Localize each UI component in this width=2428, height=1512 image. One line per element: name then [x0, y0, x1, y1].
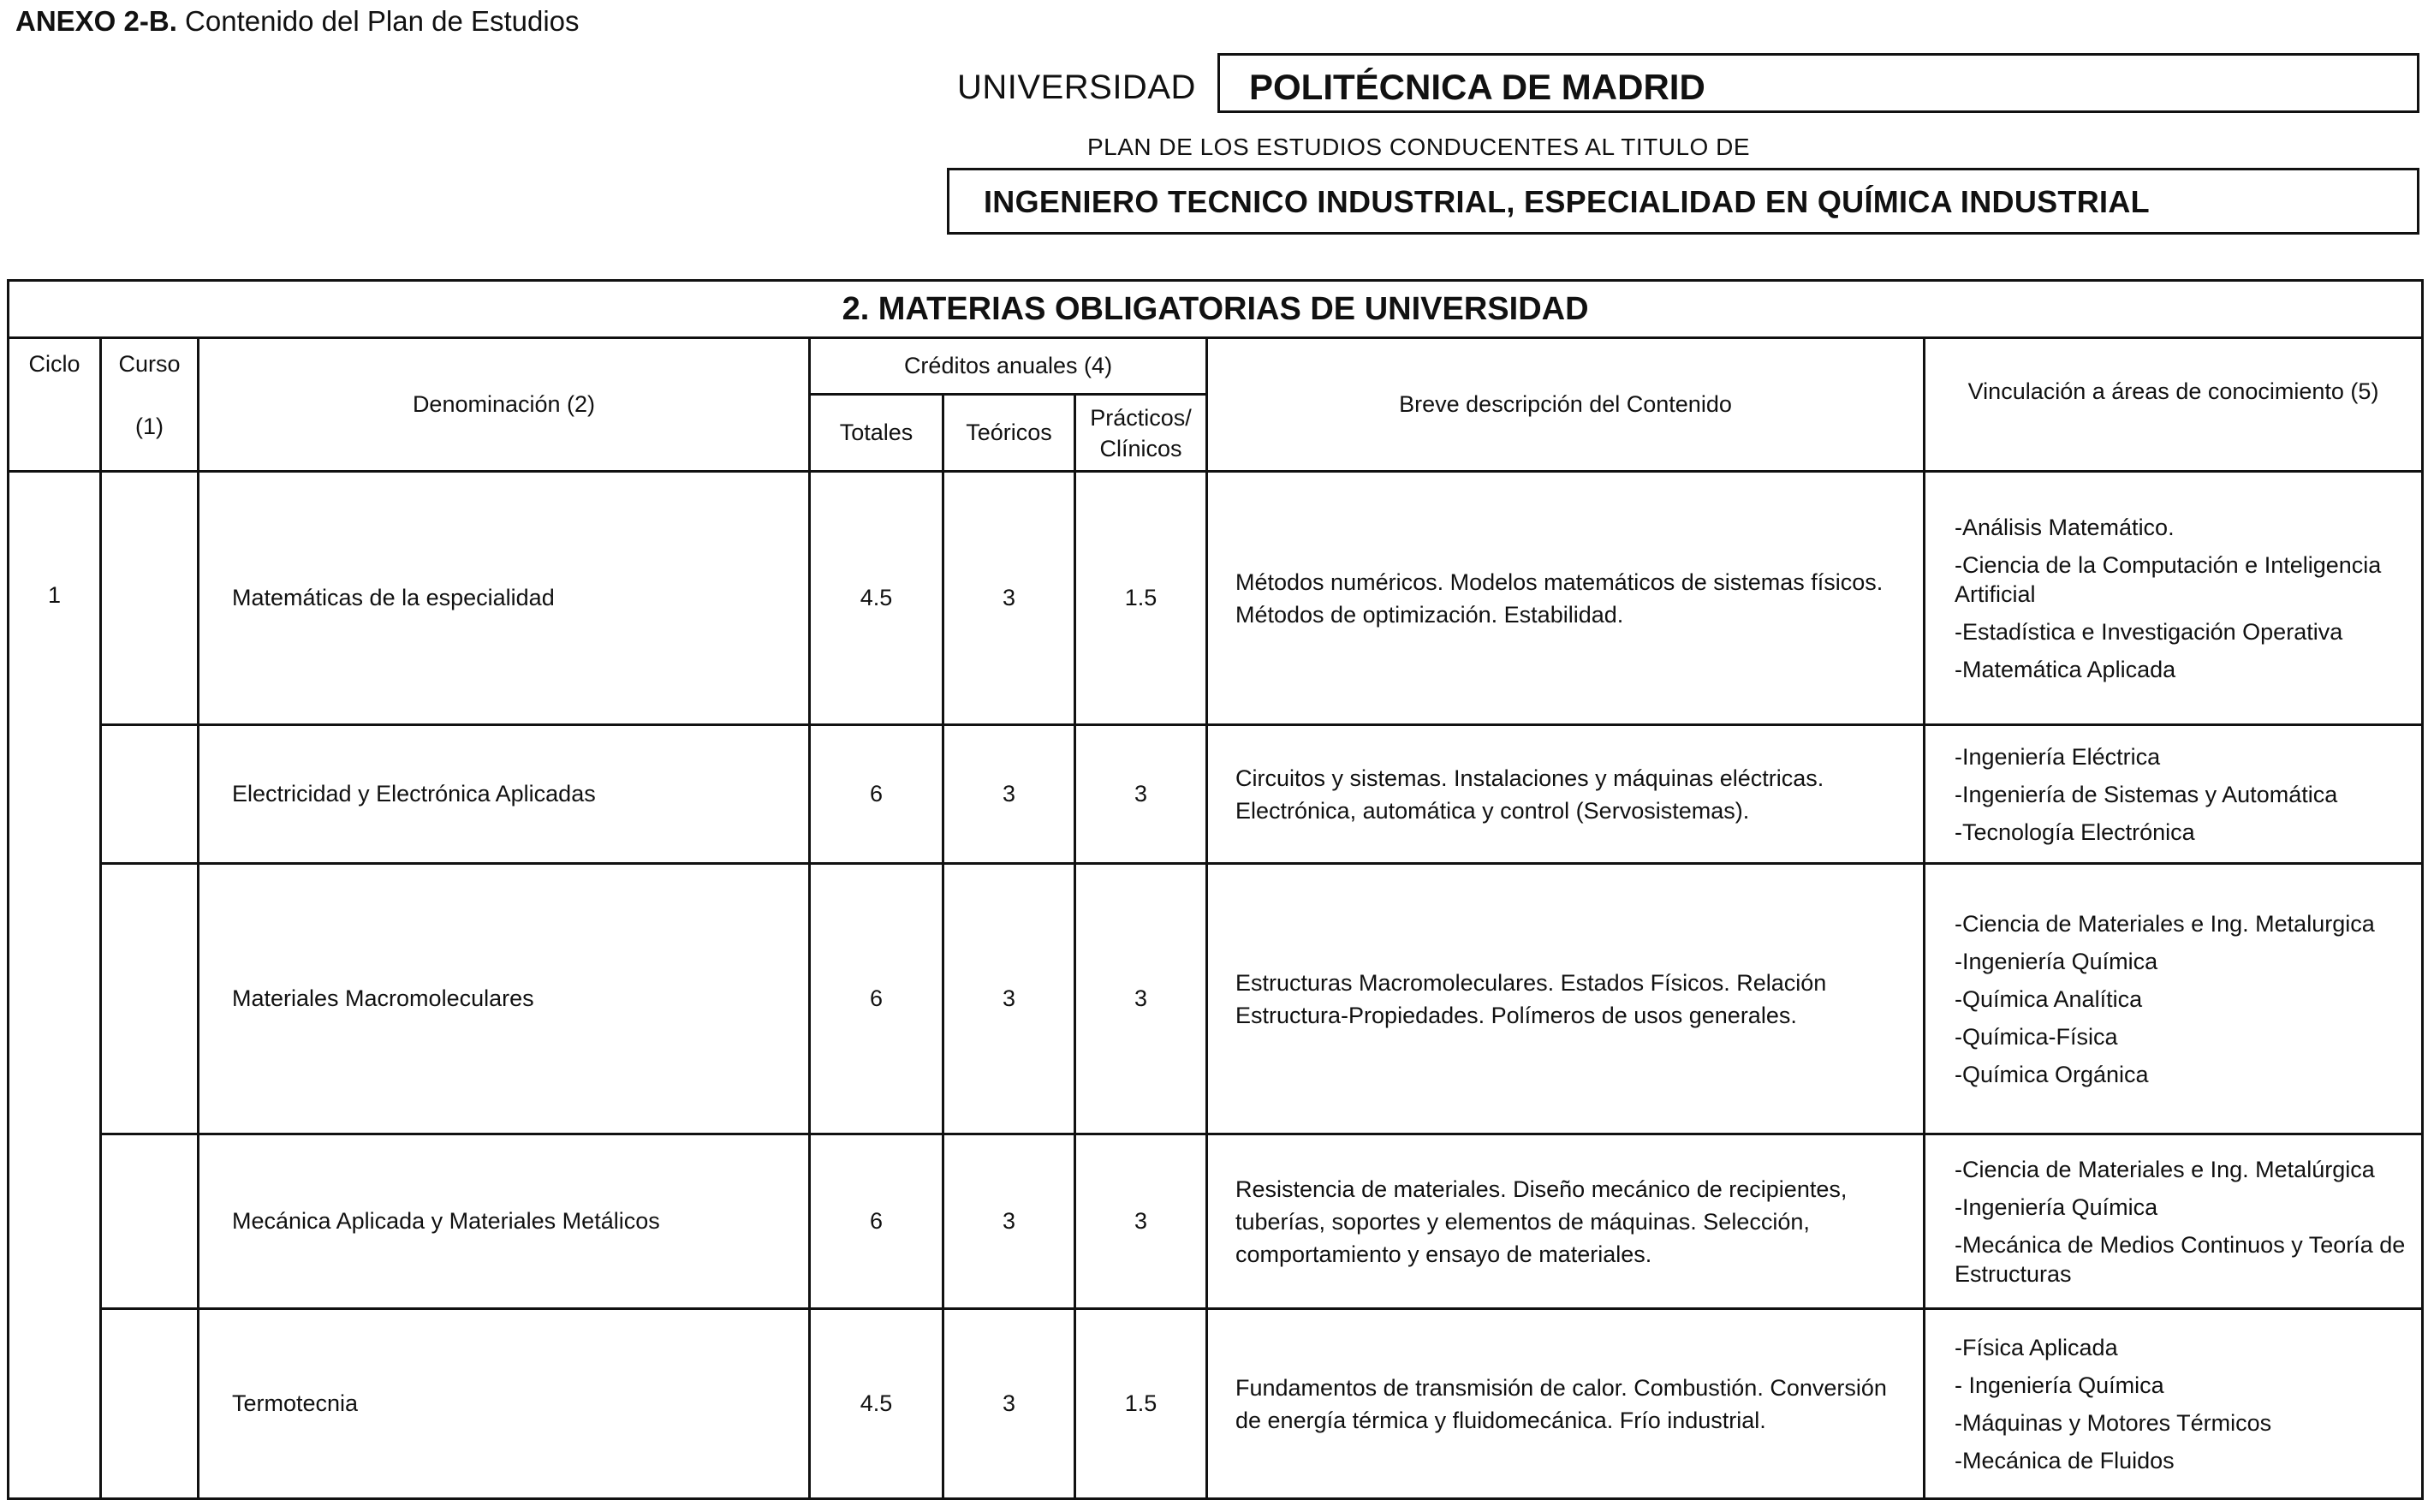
descripcion-cell: Resistencia de materiales. Diseño mecánico de recipientes, tuberías, soportes y elementos de máquinas. Selección, comportamiento y ensayo de materiales.: [1207, 1134, 1925, 1309]
teoricos-cell: 3: [943, 725, 1075, 864]
header-curso-note: (1): [135, 414, 164, 439]
area-item: -Ingeniería Química: [1955, 948, 2158, 974]
header-creditos: Créditos anuales (4): [810, 338, 1207, 395]
header-clinicos-label: Clínicos: [1099, 435, 1182, 461]
area-item: -Tecnología Electrónica: [1955, 819, 2195, 845]
plan-label: PLAN DE LOS ESTUDIOS CONDUCENTES AL TITULO DE: [1087, 134, 1751, 160]
practicos-cell: 3: [1075, 1134, 1207, 1309]
universidad-label: UNIVERSIDAD: [957, 68, 1196, 106]
area-item: -Mecánica de Fluidos: [1955, 1447, 2175, 1473]
curso-cell: [101, 864, 199, 1134]
descripcion-cell: Estructuras Macromoleculares. Estados Físicos. Relación Estructura-Propiedades. Polímeros de usos generales.: [1207, 864, 1925, 1134]
areas-cell: [1925, 864, 2423, 1134]
totales-cell: 6: [810, 725, 943, 864]
area-item: -Ciencia de la Computación e Inteligencia Artificial: [1955, 551, 2382, 607]
header-curso: [101, 338, 199, 472]
curso-cell: [101, 725, 199, 864]
areas-cell: [1925, 1134, 2423, 1309]
practicos-cell: 3: [1075, 725, 1207, 864]
totales-cell: 6: [810, 1134, 943, 1309]
area-item: -Ingeniería de Sistemas y Automática: [1955, 781, 2338, 807]
areas-cell: [1925, 472, 2423, 725]
annex-number: ANEXO 2-B.: [15, 5, 177, 37]
table-row: [9, 1134, 2423, 1309]
table-row: [9, 864, 2423, 1134]
header-ciclo: Ciclo: [9, 338, 101, 472]
area-item: -Química Orgánica: [1955, 1061, 2149, 1087]
ciclo-value: 1: [9, 472, 101, 1499]
teoricos-cell: 3: [943, 472, 1075, 725]
header-practicos-label: Prácticos/: [1090, 404, 1192, 431]
annex-heading: [15, 5, 580, 38]
totales-cell: 4.5: [810, 472, 943, 725]
curso-cell: [101, 472, 199, 725]
annex-text: Contenido del Plan de Estudios: [176, 5, 580, 37]
table-row: [9, 472, 2423, 725]
descripcion-cell: Circuitos y sistemas. Instalaciones y máquinas eléctricas. Electrónica, automática y control (Servosistemas).: [1207, 725, 1925, 864]
totales-cell: 4.5: [810, 1309, 943, 1499]
materias-table: [7, 279, 2424, 1500]
curso-cell: [101, 1134, 199, 1309]
area-item: -Ciencia de Materiales e Ing. Metalúrgica: [1955, 1156, 2375, 1182]
teoricos-cell: 3: [943, 1309, 1075, 1499]
denominacion-cell: Termotecnia: [199, 1309, 810, 1499]
areas-cell: [1925, 725, 2423, 864]
universidad-name-box: [1217, 53, 2419, 113]
descripcion-cell: Fundamentos de transmisión de calor. Combustión. Conversión de energía térmica y fluidomecánica. Frío industrial.: [1207, 1309, 1925, 1499]
curso-cell: [101, 1309, 199, 1499]
practicos-cell: 1.5: [1075, 1309, 1207, 1499]
header-practicos: [1075, 395, 1207, 472]
header-curso-label: Curso: [118, 351, 181, 377]
table-row: [9, 1309, 2423, 1499]
header-teoricos: Teóricos: [943, 395, 1075, 472]
area-item: - Ingeniería Química: [1955, 1372, 2164, 1398]
area-item: -Ingeniería Química: [1955, 1194, 2158, 1220]
universidad-name: POLITÉCNICA DE MADRID: [1249, 67, 1705, 107]
denominacion-cell: Electricidad y Electrónica Aplicadas: [199, 725, 810, 864]
denominacion-cell: Materiales Macromoleculares: [199, 864, 810, 1134]
descripcion-cell: Métodos numéricos. Modelos matemáticos de sistemas físicos. Métodos de optimización. Estabilidad.: [1207, 472, 1925, 725]
area-item: -Mecánica de Medios Continuos y Teoría de Estructuras: [1955, 1231, 2406, 1287]
header-vinculacion: Vinculación a áreas de conocimiento (5): [1925, 338, 2423, 472]
denominacion-cell: Mecánica Aplicada y Materiales Metálicos: [199, 1134, 810, 1309]
section-title: 2. MATERIAS OBLIGATORIAS DE UNIVERSIDAD: [9, 281, 2423, 338]
area-item: -Ingeniería Eléctrica: [1955, 743, 2161, 770]
area-item: -Análisis Matemático.: [1955, 514, 2175, 540]
totales-cell: 6: [810, 864, 943, 1134]
practicos-cell: 3: [1075, 864, 1207, 1134]
teoricos-cell: 3: [943, 1134, 1075, 1309]
areas-cell: [1925, 1309, 2423, 1499]
header-descripcion: Breve descripción del Contenido: [1207, 338, 1925, 472]
teoricos-cell: 3: [943, 864, 1075, 1134]
practicos-cell: 1.5: [1075, 472, 1207, 725]
area-item: -Ciencia de Materiales e Ing. Metalurgica: [1955, 910, 2375, 937]
area-item: -Máquinas y Motores Térmicos: [1955, 1409, 2272, 1436]
area-item: -Química-Física: [1955, 1023, 2118, 1050]
area-item: -Química Analítica: [1955, 985, 2143, 1012]
header-totales: Totales: [810, 395, 943, 472]
titulo-text: INGENIERO TECNICO INDUSTRIAL, ESPECIALIDAD EN QUÍMICA INDUSTRIAL: [984, 184, 2150, 219]
area-item: -Estadística e Investigación Operativa: [1955, 618, 2343, 645]
header-denominacion: Denominación (2): [199, 338, 810, 472]
table-row: [9, 725, 2423, 864]
denominacion-cell: Matemáticas de la especialidad: [199, 472, 810, 725]
area-item: -Física Aplicada: [1955, 1334, 2118, 1360]
area-item: -Matemática Aplicada: [1955, 656, 2176, 682]
titulo-box: [947, 168, 2419, 235]
